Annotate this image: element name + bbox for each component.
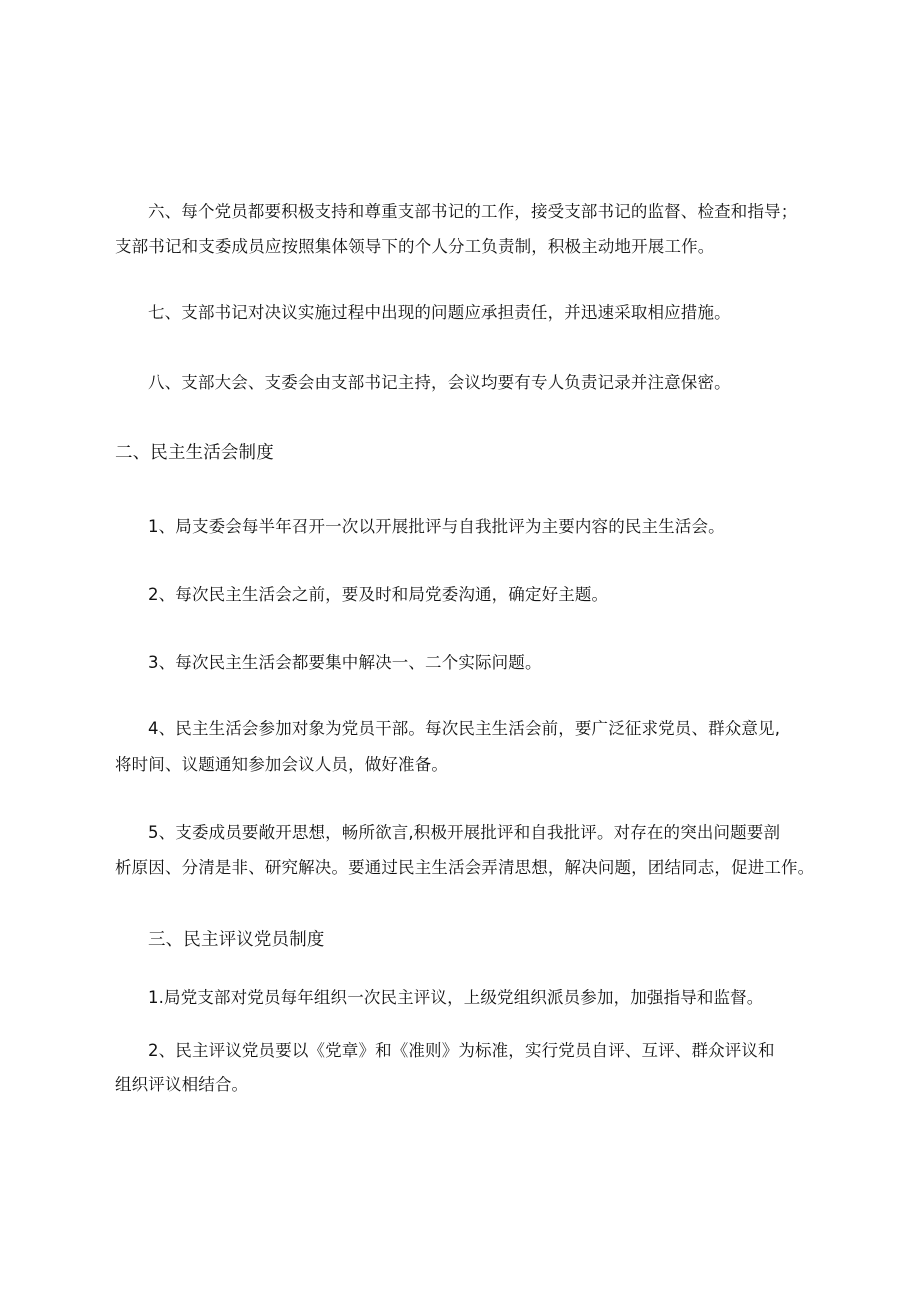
- section-2-paragraph-5-line-1: 5、支委成员要敞开思想，畅所欲言,积极开展批评和自我批评。对存在的突出问题要剖: [148, 823, 781, 842]
- item-6-line-1: 六、每个党员都要积极支持和尊重支部书记的工作，接受支部书记的监督、检查和指导；: [148, 202, 798, 221]
- section-2-title: 二、民主生活会制度: [115, 443, 274, 463]
- section-2-paragraph-1: 1、局支委会每半年召开一次以开展批评与自我批评为主要内容的民主生活会。: [148, 517, 725, 536]
- section-2-paragraph-3: 3、每次民主生活会都要集中解决一、二个实际问题。: [148, 653, 542, 672]
- item-6-line-2: 支部书记和支委成员应按照集体领导下的个人分工负责制，积极主动地开展工作。: [115, 237, 715, 256]
- section-2-paragraph-5-line-2: 析原因、分清是非、研究解决。要通过民主生活会弄清思想，解决问题，团结同志，促进工作。: [115, 858, 815, 877]
- section-2-paragraph-4-line-2: 将时间、议题通知参加会议人员，做好准备。: [115, 755, 448, 774]
- section-2-paragraph-2: 2、每次民主生活会之前，要及时和局党委沟通，确定好主题。: [148, 585, 609, 604]
- section-3-paragraph-1: 1.局党支部对党员每年组织一次民主评议，上级党组织派员参加，加强指导和监督。: [148, 988, 764, 1007]
- section-3-paragraph-2-line-1: 2、民主评议党员要以《党章》和《准则》为标准，实行党员自评、互评、群众评议和: [148, 1041, 775, 1060]
- section-2-paragraph-4-line-1: 4、民主生活会参加对象为党员干部。每次民主生活会前，要广泛征求党员、群众意见,: [148, 719, 781, 738]
- section-3-paragraph-2-line-2: 组织评议相结合。: [115, 1075, 249, 1094]
- item-8: 八、支部大会、支委会由支部书记主持，会议均要有专人负责记录并注意保密。: [148, 373, 731, 392]
- item-7: 七、支部书记对决议实施过程中出现的问题应承担责任，并迅速采取相应措施。: [148, 303, 731, 322]
- section-3-title: 三、民主评议党员制度: [148, 930, 325, 950]
